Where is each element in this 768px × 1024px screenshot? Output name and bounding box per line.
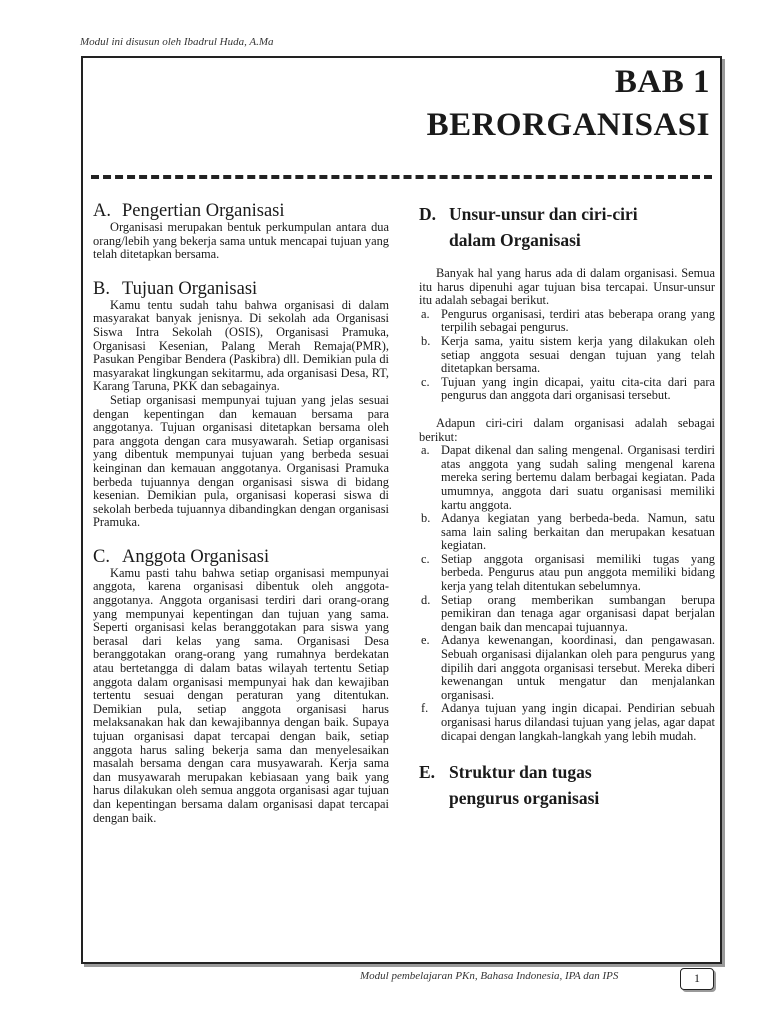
section-c-heading	[93, 547, 389, 567]
right-column	[419, 201, 715, 811]
section-c-label: C.	[93, 546, 110, 567]
section-e-label: E.	[419, 762, 436, 783]
list-marker: b.	[421, 333, 431, 348]
chapter-title: BERORGANISASI	[426, 107, 710, 143]
unsur-list	[419, 308, 715, 403]
section-d-intro-ciri: Adapun ciri-ciri dalam organisasi adalah sebagai berikut:	[419, 415, 715, 444]
section-b-heading	[93, 279, 389, 299]
ciri-list	[419, 444, 715, 743]
section-e-title-line2: pengurus organisasi	[449, 788, 600, 809]
section-c-title: Anggota Organisasi	[122, 546, 270, 567]
section-b-paragraph: Setiap organisasi mempunyai tujuan yang jelas sesuai dengan kepentingan dan kemauan bersama para anggotanya. Tujuan organisasi ditetapkan bersama oleh para anggota dengan cara musyawarah. Setiap organisasi yang dibentuk mempunyai tujuan yang berbeda sesuai keinginan dan kemauan anggotanya. Organisasi Pramuka berbeda tujuannya dengan organisasi siswa di bidang kesenian. Demikian pula, organisasi koperasi siswa di sekolah berbeda tujuannya dibandingkan dengan organisasi Pramuka.	[93, 392, 389, 530]
section-d-label: D.	[419, 204, 437, 224]
list-item-text: Adanya tujuan yang ingin dicapai. Pendirian sebuah organisasi harus dilandasi tujuan yang jelas, agar dapat dicapai dengan langkah-langkah yang lebih mudah.	[441, 701, 715, 743]
section-d-intro-unsur: Banyak hal yang harus ada di dalam organisasi. Semua itu harus dipenuhi agar tujuan bisa tercapai. Unsur-unsur itu adalah sebagai berikut.	[419, 266, 715, 308]
list-item-text: Setiap anggota organisasi memiliki tugas yang berbeda. Pengurus atau pun anggota memiliki bidang kerja yang telah ditentukan sebelumnya.	[441, 551, 715, 594]
section-d-title-line1: Unsur-unsur dan ciri-ciri	[449, 204, 638, 224]
list-item	[419, 335, 715, 376]
list-item-text: Tujuan yang ingin dicapai, yaitu cita-cita dari para pengurus dan anggota dari organisasi tersebut.	[441, 374, 715, 403]
list-marker: a.	[421, 306, 430, 321]
list-item-text: Adanya kewenangan, koordinasi, dan pengawasan. Sebuah organisasi dijalankan oleh para pengurus yang dipilih dari anggota organisasi tersebut. Mereka diberi kewenangan untuk mengatur dan menjalankan organisasi.	[441, 633, 715, 702]
section-a-title: Pengertian Organisasi	[122, 201, 285, 221]
page-number: 1	[680, 968, 714, 990]
section-d-heading	[419, 201, 715, 253]
list-marker: a.	[421, 443, 430, 458]
list-marker: f.	[421, 701, 429, 716]
list-item	[419, 376, 715, 403]
section-a-paragraph: Organisasi merupakan bentuk perkumpulan antara dua orang/lebih yang bekerja sama untuk mencapai tujuan yang telah ditetapkan bersama.	[93, 220, 389, 262]
list-marker: d.	[421, 592, 431, 607]
list-item	[419, 634, 715, 702]
list-item-text: Setiap orang memberikan sumbangan berupa pemikiran dan tenaga agar organisasi dapat berjalan dengan baik dan mencapai tujuannya.	[441, 592, 715, 634]
list-marker: e.	[421, 633, 430, 648]
list-item-text: Dapat dikenal dan saling mengenal. Organisasi terdiri atas anggota yang sudah saling mengenal karena mereka sering bertemu dalam berbagai kegiatan. Pada umumnya, anggota dari suatu organisasi memiliki kartu anggota.	[441, 443, 715, 512]
list-marker: b.	[421, 511, 431, 526]
list-item-text: Pengurus organisasi, terdiri atas beberapa orang yang terpilih sebagai pengurus.	[441, 306, 715, 335]
page-frame	[81, 56, 722, 964]
list-item	[419, 308, 715, 335]
list-marker: c.	[421, 551, 430, 566]
section-e-title-line1: Struktur dan tugas	[449, 762, 592, 783]
dashed-divider	[91, 175, 712, 179]
section-e-heading	[419, 759, 715, 811]
list-item-text: Adanya kegiatan yang berbeda-beda. Namun, satu sama lain saling berkaitan dan merupakan kesatuan kegiatan.	[441, 511, 715, 553]
section-b-title: Tujuan Organisasi	[122, 278, 258, 299]
footer-module-text: Modul pembelajaran PKn, Bahasa Indonesia, IPA dan IPS	[360, 970, 619, 982]
chapter-number: BAB 1	[614, 64, 710, 100]
section-b-label: B.	[93, 278, 110, 299]
list-item	[419, 594, 715, 635]
list-item	[419, 702, 715, 743]
list-item	[419, 553, 715, 594]
section-c-paragraph: Kamu pasti tahu bahwa setiap organisasi mempunyai anggota, karena organisasi dibentuk oleh anggota-anggotanya. Anggota organisasi terdiri dari orang-orang yang mempunyai kepentingan dan tujuan yang sama. Seperti organisasi kelas beranggotakan para siswa yang berasal dari kelas yang sama. Organisasi Desa beranggotakan orang-orang yang rumahnya berdekatan atau bertetangga di dalam batas wilayah tertentu Setiap anggota dalam organisasi mempunyai hak dan kewajiban tertentu sesuai dengan peraturan yang ditentukan. Demikian pula, setiap anggota organisasi harus melaksanakan hak dan kewajibannya dengan baik. Supaya tujuan organisasi dapat tercapai dengan baik, setiap anggota harus saling bekerja sama dan menyelesaikan masalah bersama dengan cara musyawarah. Kerja sama dan musyawarah merupakan kebiasaan yang baik yang harus dilakukan oleh semua anggota organisasi agar tujuan dan kepentingan bersama dalam organisasi dapat tercapai dengan baik.	[93, 565, 389, 825]
left-column	[93, 201, 389, 825]
header-author-note: Modul ini disusun oleh Ibadrul Huda, A.Ma	[80, 36, 274, 48]
list-item	[419, 444, 715, 512]
list-marker: c.	[421, 374, 430, 389]
section-d-title-line2: dalam Organisasi	[449, 230, 581, 250]
list-item-text: Kerja sama, yaitu sistem kerja yang dilakukan oleh setiap anggota sesuai dengan tujuan yang telah ditetapkan bersama.	[441, 333, 715, 376]
section-b-paragraph: Kamu tentu sudah tahu bahwa organisasi di dalam masyarakat banyak jenisnya. Di sekolah ada Organisasi Siswa Intra Sekolah (OSIS), Organisasi Pramuka, Organisasi Kesenian, Palang Merah Remaja(PMR), Pasukan Pengibar Bendera (Paskibra) dll. Demikian pula di masyarakat lingkungan sekitarmu, ada organisasi Desa, RT, Karang Taruna, PKK dan sebagainya.	[93, 297, 389, 394]
section-a-heading	[93, 201, 389, 221]
section-a-label: A.	[93, 201, 111, 221]
list-item	[419, 512, 715, 553]
